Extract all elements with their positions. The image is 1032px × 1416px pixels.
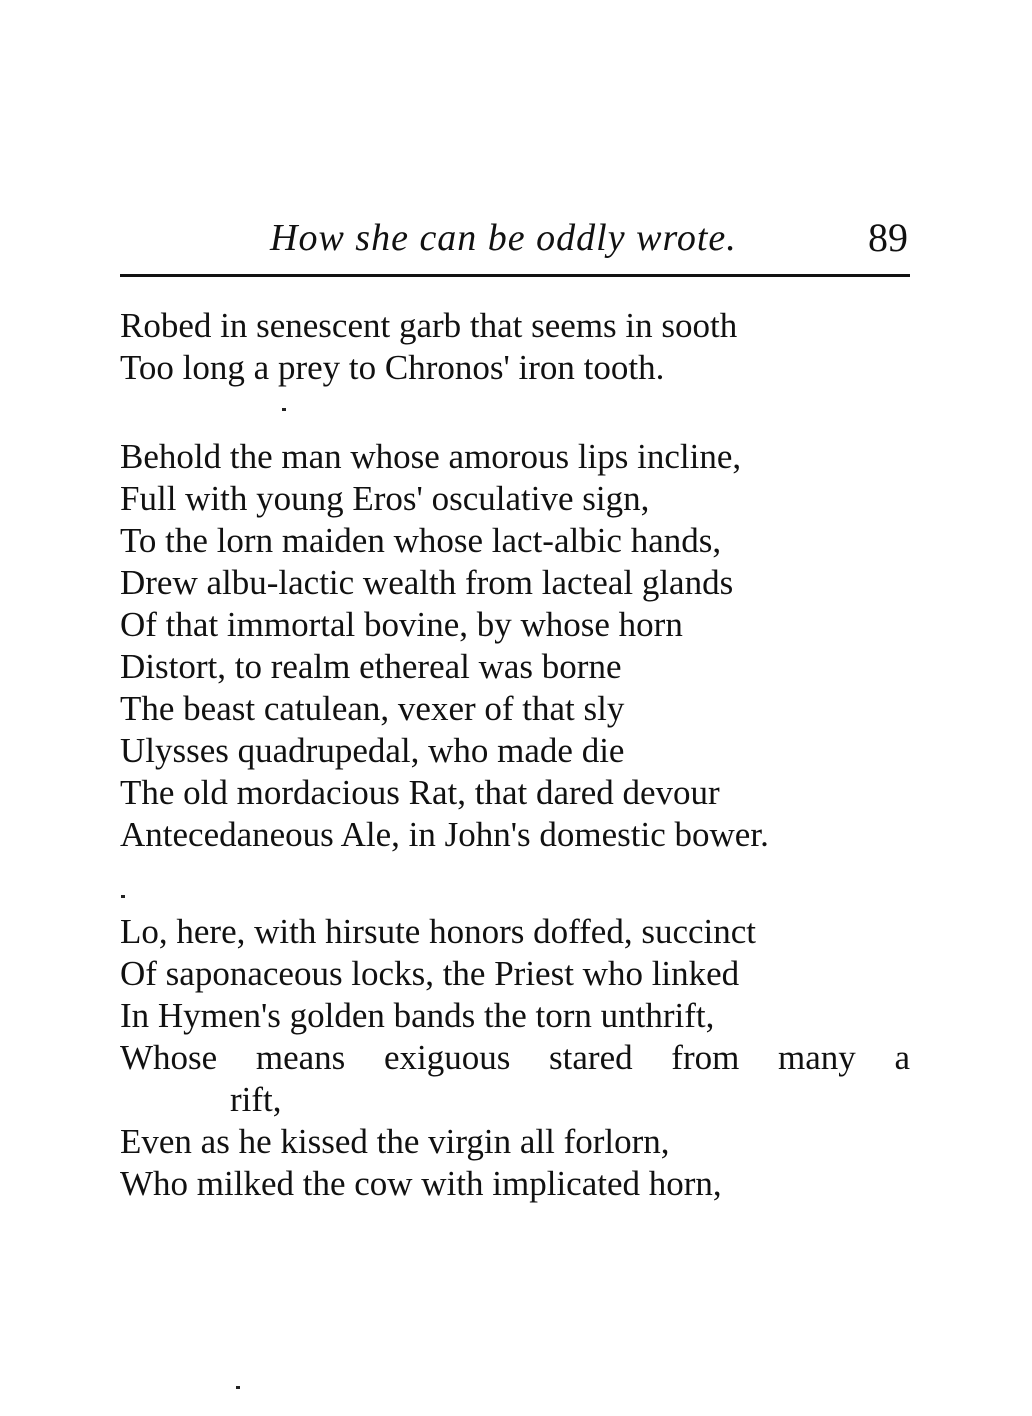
running-title: How she can be oddly wrote. <box>270 217 737 259</box>
verse-line: Of saponaceous locks, the Priest who linked <box>120 954 740 993</box>
verse-line: The old mordacious Rat, that dared devour <box>120 773 720 812</box>
verse-line: Who milked the cow with implicated horn, <box>120 1164 722 1203</box>
verse-line: Even as he kissed the virgin all forlorn, <box>120 1122 670 1161</box>
verse-line: In Hymen's golden bands the torn unthrift, <box>120 996 715 1035</box>
ink-speck <box>282 408 286 411</box>
header-rule <box>120 274 910 277</box>
verse-line: Too long a prey to Chronos' iron tooth. <box>120 348 665 387</box>
verse-line: Drew albu-lactic wealth from lacteal glands <box>120 563 734 602</box>
stanza-1 <box>120 305 920 389</box>
verse-line: Full with young Eros' osculative sign, <box>120 479 650 518</box>
verse-line: To the lorn maiden whose lact-albic hands, <box>120 521 722 560</box>
verse-line: The beast catulean, vexer of that sly <box>120 689 625 728</box>
verse-line: Whose means exiguous stared from many a <box>120 1038 910 1077</box>
page-number: 89 <box>868 215 908 260</box>
verse-line: Behold the man whose amorous lips incline, <box>120 437 742 476</box>
stanza-2 <box>120 436 920 856</box>
stanza-3 <box>120 911 920 1205</box>
verse-line: Antecedaneous Ale, in John's domestic bower. <box>120 815 769 854</box>
ink-speck <box>236 1386 240 1389</box>
ink-speck <box>121 895 125 898</box>
verse-line: Lo, here, with hirsute honors doffed, succinct <box>120 912 756 951</box>
verse-line: Robed in senescent garb that seems in sooth <box>120 306 738 345</box>
verse-line: Distort, to realm ethereal was borne <box>120 647 622 686</box>
running-head <box>120 208 910 268</box>
verse-line: Of that immortal bovine, by whose horn <box>120 605 683 644</box>
verse-line: Ulysses quadrupedal, who made die <box>120 731 625 770</box>
verse-line-continuation: rift, <box>230 1080 282 1119</box>
